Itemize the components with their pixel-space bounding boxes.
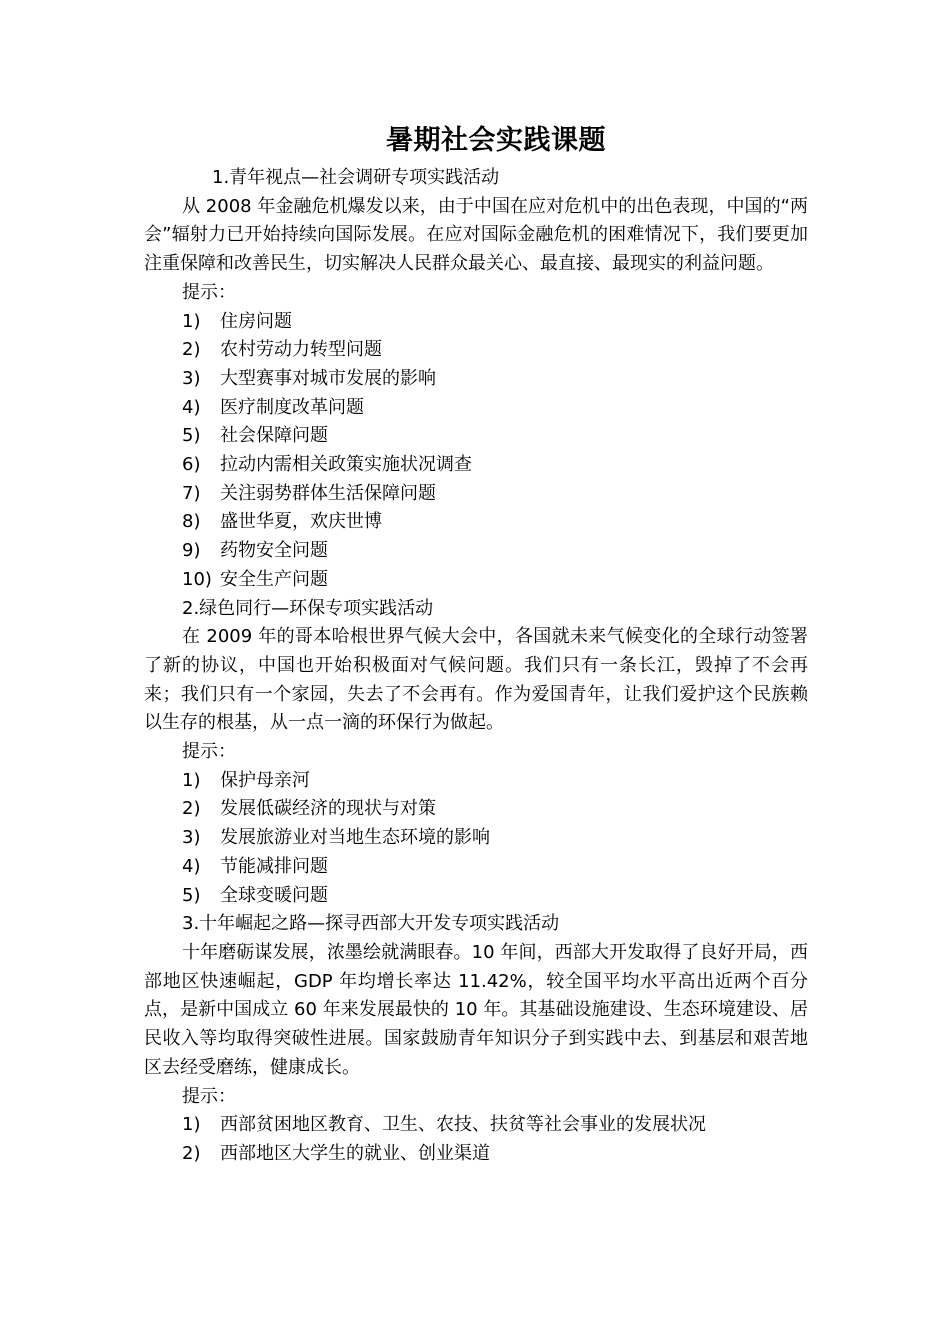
list-item [144,795,808,824]
list-number: 3) [182,827,201,849]
list-item [144,308,808,337]
section-paragraph: 十年磨砺谋发展，浓墨绘就满眼春。10 年间，西部大开发取得了良好开局，西部地区快速崛起，GDP 年均增长率达 11.42%，较全国平均水平高出近两个百分点，是新中国成立 60 年来发展最快的 10 年。其基础设施建设、生态环境建设、居民收入等均取得突破性进展。国家鼓励青年知识分子到实践中去、到基层和艰苦地区去经受磨练，健康成长。 [144,941,808,1078]
list-item [144,508,808,537]
list-item [144,1111,808,1140]
list-number: 3) [182,367,201,389]
list-text: 全球变暖问题 [220,884,328,906]
list-text: 盛世华夏，欢庆世博 [220,511,382,533]
list-item [144,365,808,394]
page-title: 暑期社会实践课题 [386,125,606,156]
list-text: 节能减排问题 [220,855,328,877]
list-text: 药物安全问题 [220,540,328,562]
list-text: 农村劳动力转型问题 [220,339,382,361]
list-item [144,767,808,796]
list-number: 1) [182,310,201,332]
section-paragraph: 从 2008 年金融危机爆发以来，由于中国在应对危机中的出色表现，中国的“两会”辐射力已开始持续向国际发展。在应对国际金融危机的困难情况下，我们要更加注重保障和改善民生，切实解决人民群众最关心、最直接、最现实的利益问题。 [144,195,808,275]
section-heading: 2.绿色同行—环保专项实践活动 [182,597,434,619]
list-number: 6) [182,454,201,476]
list-number: 5) [182,425,201,447]
list-text: 发展旅游业对当地生态环境的影响 [220,827,490,849]
list-text: 安全生产问题 [220,568,328,590]
list-number: 7) [182,482,201,504]
list-text: 大型赛事对城市发展的影响 [220,367,436,389]
list-text: 住房问题 [220,310,292,332]
list-item [144,824,808,853]
list-item [144,853,808,882]
list-number: 4) [182,396,201,418]
list-number: 8) [182,511,201,533]
list-text: 医疗制度改革问题 [220,396,364,418]
list-number: 4) [182,855,201,877]
section-heading: 3.十年崛起之路—探寻西部大开发专项实践活动 [182,913,560,935]
list-number: 5) [182,884,201,906]
list-number: 2) [182,339,201,361]
list-item [144,537,808,566]
hint-label: 提示： [182,281,236,303]
list-item [144,394,808,423]
list-item [144,480,808,509]
list-text: 社会保障问题 [220,425,328,447]
list-number: 9) [182,540,201,562]
section-paragraph: 在 2009 年的哥本哈根世界气候大会中，各国就未来气候变化的全球行动签署了新的协议，中国也开始积极面对气候问题。我们只有一条长江，毁掉了不会再来；我们只有一个家园，失去了不会再有。作为爱国青年，让我们爱护这个民族赖以生存的根基，从一点一滴的环保行为做起。 [144,626,808,734]
list-item [144,336,808,365]
list-number: 1) [182,769,201,791]
list-item [144,882,808,911]
list-text: 发展低碳经济的现状与对策 [220,798,436,820]
list-text: 西部贫困地区教育、卫生、农技、扶贫等社会事业的发展状况 [220,1114,706,1136]
list-item [144,451,808,480]
list-number: 1) [182,1114,201,1136]
section-heading: 1.青年视点—社会调研专项实践活动 [212,167,500,188]
list-item [144,1140,808,1169]
list-text: 保护母亲河 [220,769,310,791]
list-number: 2) [182,798,201,820]
list-number: 10) [182,568,212,590]
list-item [144,422,808,451]
list-text: 拉动内需相关政策实施状况调查 [220,454,472,476]
list-text: 西部地区大学生的就业、创业渠道 [220,1142,490,1164]
list-number: 2) [182,1142,201,1164]
hint-label: 提示： [182,1085,236,1107]
hint-label: 提示： [182,741,236,763]
list-item [144,566,808,595]
list-text: 关注弱势群体生活保障问题 [220,482,436,504]
